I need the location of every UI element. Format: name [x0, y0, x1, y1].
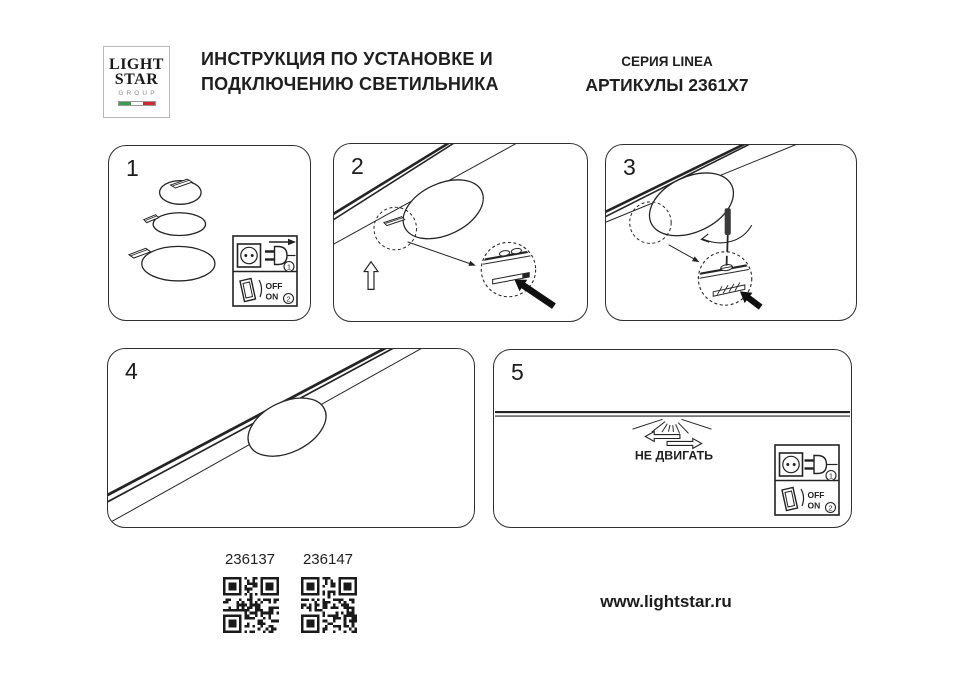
on-label: ON: [265, 291, 279, 302]
step-panel-2: [333, 143, 588, 322]
lamp-connector-tab: [384, 217, 405, 226]
step-number-1: 1: [126, 155, 139, 181]
qr-code-2: [301, 577, 357, 633]
zoom-pointer-arrow: [669, 245, 700, 262]
lamp-large: [142, 246, 215, 281]
off-label: OFF: [807, 490, 825, 500]
flag-white: [131, 102, 143, 105]
series-label: СЕРИЯ LINEA: [621, 54, 713, 69]
step-circle-2: [826, 503, 836, 513]
step-circle-1: [284, 262, 294, 272]
lamp-medium: [153, 213, 205, 236]
logo-word-light: LIGHT: [109, 56, 164, 73]
flag-green: [119, 102, 131, 105]
slide-right-arrow-icon: [667, 439, 702, 449]
flag-red: [143, 102, 155, 105]
push-up-arrow-icon: [364, 262, 378, 290]
qr-label-2: 236147: [302, 551, 354, 568]
document-title: [201, 47, 499, 97]
qr-code-1: [223, 577, 279, 633]
step-panel-1: [108, 145, 311, 321]
series-block: [575, 54, 759, 96]
step-panel-5: [493, 349, 852, 528]
step-panel-3: [605, 144, 857, 321]
step-number-5: 5: [511, 359, 524, 385]
lightstar-logo: [103, 46, 170, 118]
power-steps-badge: [232, 235, 298, 307]
articles-label: АРТИКУЛЫ 2361X7: [585, 75, 749, 95]
do-not-move-caption: НЕ ДВИГАТЬ: [634, 448, 714, 463]
svg-text:2: 2: [286, 294, 291, 304]
zoom-pointer-arrow: [408, 242, 476, 266]
step-number-3: 3: [623, 154, 636, 180]
step-panel-4: [107, 348, 475, 528]
svg-text:1: 1: [286, 262, 292, 272]
step-number-2: 2: [351, 153, 364, 179]
svg-text:1: 1: [828, 471, 834, 481]
light-rays-icon: [633, 419, 712, 433]
step4-diagram: [108, 349, 474, 527]
mounted-track-lines: [495, 412, 850, 416]
title-line-2: ПОДКЛЮЧЕНИЮ СВЕТИЛЬНИКА: [201, 74, 499, 94]
power-steps-badge: [774, 444, 840, 516]
website-url: www.lightstar.ru: [600, 592, 732, 611]
step-circle-2: [284, 294, 294, 304]
insert-arrow-icon: [740, 291, 763, 309]
off-label: OFF: [265, 281, 283, 291]
step-number-4: 4: [125, 358, 138, 384]
logo-word-star: STAR: [114, 70, 159, 88]
slide-left-arrow-icon: [645, 432, 680, 442]
svg-text:2: 2: [828, 503, 833, 513]
italian-flag-stripe: [118, 101, 156, 106]
step2-diagram: [334, 144, 587, 321]
title-line-1: ИНСТРУКЦИЯ ПО УСТАНОВКЕ И: [201, 49, 493, 69]
lamp-ellipse: [394, 168, 493, 251]
qr-label-1: 236137: [224, 551, 276, 568]
step3-diagram: [606, 145, 856, 320]
on-label: ON: [807, 500, 821, 511]
step-circle-1: [826, 471, 836, 481]
logo-word-group: GROUP: [118, 90, 158, 97]
